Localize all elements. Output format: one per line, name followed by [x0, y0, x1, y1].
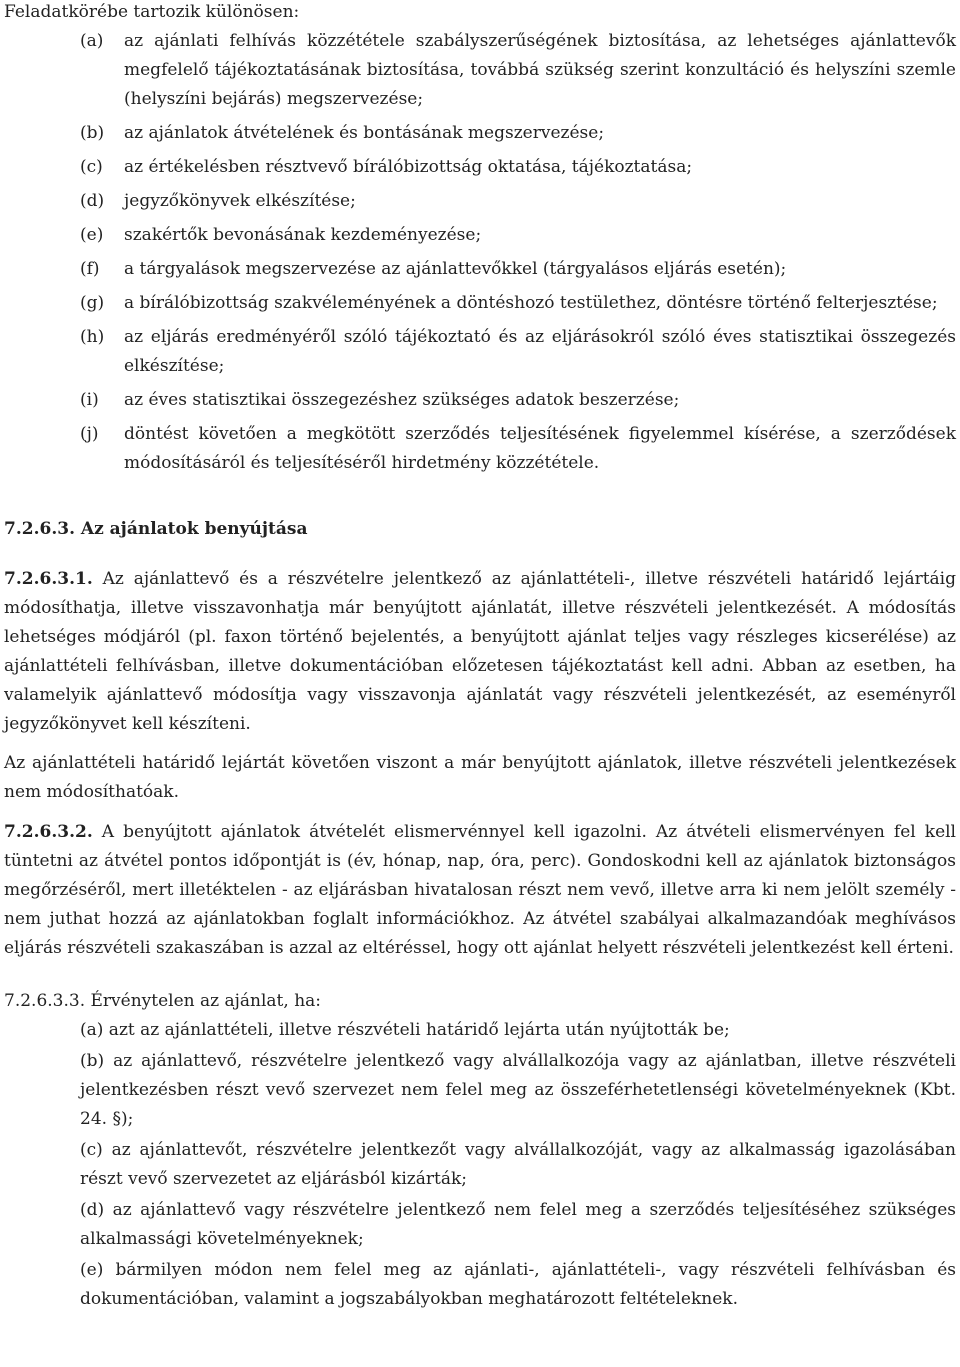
item-label: (d) [80, 191, 105, 211]
list-item: (c) az ajánlattevőt, részvételre jelentkezőt vagy alvállalkozóját, vagy az alkalmasság igazolásában részt vevő szervezetet az eljárásból kizárták; [80, 1140, 956, 1189]
item-label: (h) [80, 327, 105, 347]
item-text: az eljárás eredményéről szóló tájékoztató és az eljárásokról szóló éves statisztikai összegezés elkészítése; [124, 327, 956, 376]
paragraph-number: 7.2.6.3.1. [4, 569, 93, 589]
paragraph-text: Az ajánlattevő és a részvételre jelentkező az ajánlattételi-, illetve részvételi határidő lejártáig módosíthatja, illetve visszavonhatja már benyújtott ajánlatát, illetve részvételi jelentkezését. A módosítás lehetséges módjáról (pl. faxon történő bejelentés, a benyújtott ajánlat teljes vagy részleges kicserélése) az ajánlattételi felhívásban, illetve dokumentációban előzetesen tájékoztatást kell adni. Abban az esetben, ha valamelyik ajánlattevő módosítja vagy visszavonja ajánlatát vagy részvételi jelentkezését, az eseményről jegyzőkönyvet kell készíteni. [4, 569, 956, 734]
item-text: szakértők bevonásának kezdeményezése; [124, 225, 482, 245]
paragraph-7-2-6-3-1 [4, 565, 956, 739]
item-text: döntést követően a megkötött szerződés teljesítésének figyelemmel kísérése, a szerződések módosításáról és teljesítéséről hirdetmény közzététele. [124, 424, 956, 473]
document-page [4, 0, 956, 1314]
list-item [4, 187, 956, 216]
item-text: az éves statisztikai összegezéshez szükséges adatok beszerzése; [124, 390, 680, 410]
task-list [4, 27, 956, 478]
paragraph-deadline-note: Az ajánlattételi határidő lejártát követően viszont a már benyújtott ajánlatok, illetve részvételi jelentkezések nem módosíthatóak. [4, 753, 956, 802]
paragraph-text: A benyújtott ajánlatok átvételét elismervénnyel kell igazolni. Az átvételi elismervényen fel kell tüntetni az átvétel pontos időpontját is (év, hónap, nap, óra, perc). Gondoskodni kell az ajánlatok biztonságos megőrzéséről, mert illetéktelen - az eljárásban hivatalosan részt nem vevő, illetve arra ki nem jelölt személy - nem juthat hozzá az ajánlatokban foglalt információkhoz. Az átvétel szabályai alkalmazandóak meghívásos eljárás részvételi szakaszában is azzal az eltéréssel, hogy ott ajánlat helyett részvételi jelentkezést kell érteni. [4, 822, 956, 958]
invalid-conditions-list [4, 1016, 956, 1314]
list-item: (b) az ajánlattevő, részvételre jelentkező vagy alvállalkozója vagy az ajánlatban, illetve részvételi jelentkezésben részt vevő szervezet nem felel meg az összeférhetetlenségi követelményeknek (Kbt. 24. §); [80, 1051, 956, 1129]
item-text: az ajánlati felhívás közzététele szabályszerűségének biztosítása, az lehetséges ajánlattevők megfelelő tájékoztatásának biztosítása, továbbá szükség szerint konzultáció és helyszíni szemle (helyszíni bejárás) megszervezése; [124, 31, 956, 109]
list-item: (e) bármilyen módon nem felel meg az ajánlati-, ajánlattételi-, vagy részvételi felhívásban és dokumentációban, valamint a jogszabályokban meghatározott feltételeknek. [80, 1260, 956, 1309]
list-item: (a) azt az ajánlattételi, illetve részvételi határidő lejárta után nyújtották be; [80, 1020, 730, 1040]
item-label: (e) [80, 225, 104, 245]
intro-text: Feladatkörébe tartozik különösen: [4, 2, 300, 22]
list-item [4, 289, 956, 318]
item-label: (a) [80, 31, 104, 51]
item-text: jegyzőkönyvek elkészítése; [124, 191, 356, 211]
list-item [4, 323, 956, 381]
section-heading: 7.2.6.3. Az ajánlatok benyújtása [4, 519, 308, 539]
list-item [4, 420, 956, 478]
list-item [4, 221, 956, 250]
item-label: (j) [80, 424, 99, 444]
list-item [4, 255, 956, 284]
list-item [4, 27, 956, 114]
item-label: (c) [80, 157, 103, 177]
item-label: (f) [80, 259, 100, 279]
list-item [4, 386, 956, 415]
item-text: az ajánlatok átvételének és bontásának megszervezése; [124, 123, 605, 143]
paragraph-number: 7.2.6.3.2. [4, 822, 93, 842]
item-text: a tárgyalások megszervezése az ajánlattevőkkel (tárgyalásos eljárás esetén); [124, 259, 787, 279]
list-item: (d) az ajánlattevő vagy részvételre jelentkező nem felel meg a szerződés teljesítéséhez szükséges alkalmassági követelményeknek; [80, 1200, 956, 1249]
item-label: (i) [80, 390, 99, 410]
item-label: (g) [80, 293, 105, 313]
list-item [4, 153, 956, 182]
paragraph-7-2-6-3-3-title: 7.2.6.3.3. Érvénytelen az ajánlat, ha: [4, 991, 322, 1011]
list-item [4, 119, 956, 148]
item-label: (b) [80, 123, 105, 143]
item-text: a bírálóbizottság szakvéleményének a döntéshozó testülethez, döntésre történő felterjesztése; [124, 293, 938, 313]
paragraph-7-2-6-3-2 [4, 818, 956, 963]
item-text: az értékelésben résztvevő bírálóbizottság oktatása, tájékoztatása; [124, 157, 693, 177]
